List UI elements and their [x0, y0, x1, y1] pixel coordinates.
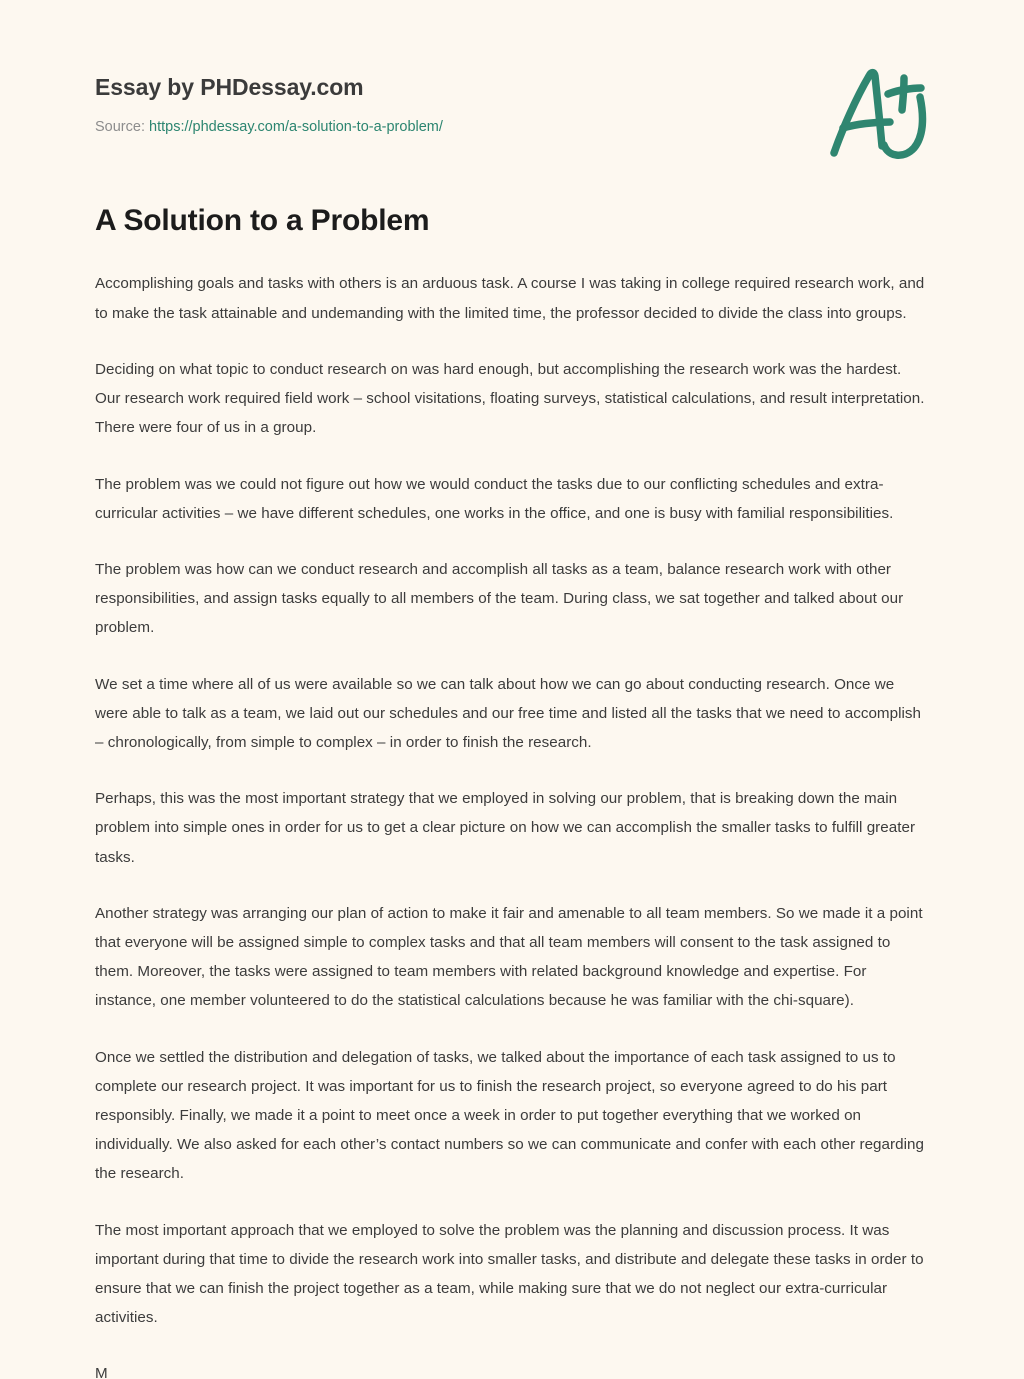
page-header — [95, 0, 929, 136]
paragraph: The most important approach that we employed to solve the problem was the planning and discussion process. It was important during that time to divide the research work into smaller tasks, and distribute and delegate these tasks in order to ensure that we can finish the project together as a team, while making sure that we do not neglect our extra-curricular activities. — [95, 1221, 924, 1327]
paragraph: The problem was how can we conduct research and accomplish all tasks as a team, balance research work with other responsibilities, and assign tasks equally to all members of the team. During class, we sat together and talked about our problem. — [95, 560, 904, 637]
paragraph: Another strategy was arranging our plan of action to make it fair and amenable to all team members. So we made it a point that everyone will be assigned simple to complex tasks and that all team members will consent to the task assigned to them. Moreover, the tasks were assigned to team members with related background knowledge and expertise. For instance, one member volunteered to do the statistical calculations because he was familiar with the chi-square). — [95, 904, 923, 1010]
source-line — [95, 119, 929, 136]
paragraph: Accomplishing goals and tasks with others is an arduous task. A course I was taking in college required research work, and to make the task attainable and undemanding with the limited time, the professor decided to divide the class into groups. — [95, 275, 925, 322]
paragraph: Perhaps, this was the most important strategy that we employed in solving our problem, that is breaking down the main problem into simple ones in order for us to get a clear picture on how we can accomplish the smaller tasks to fulfill greater tasks. — [95, 790, 916, 866]
paragraph: Once we settled the distribution and delegation of tasks, we talked about the importance of each task assigned to us to complete our research project. It was important for us to finish the research project, so everyone agreed to do his part responsibly. Finally, we made it a point to meet once a week in order to put together everything that we worked on individually. We also asked for each other’s contact numbers so we can communicate and confer with each other regarding the research. — [95, 1048, 924, 1183]
brand-title: Essay by PHDessay.com — [95, 74, 364, 100]
source-label: Source: — [95, 118, 145, 135]
paragraph: The problem was we could not figure out how we would conduct the tasks due to our conflicting schedules and extra-curricular activities – we have different schedules, one works in the office, and one is busy with familial responsibilities. — [95, 475, 894, 522]
source-url-link[interactable]: https://phdessay.com/a-solution-to-a-problem/ — [149, 118, 443, 135]
paragraph-truncated: M — [95, 1365, 108, 1379]
paragraph: We set a time where all of us were available so we can talk about how we can go about conducting research. Once we were able to talk as a team, we laid out our schedules and our free time and listed all the tasks that we need to accomplish – chronologically, from simple to complex – in order to finish the research. — [95, 675, 921, 751]
essay-body — [95, 239, 929, 1379]
paragraph: Deciding on what topic to conduct research on was hard enough, but accomplishing the research work was the hardest. Our research work required field work – school visitations, floating surveys, statistical calculations, and result interpretation. There were four of us in a group. — [95, 360, 925, 437]
page-title: A Solution to a Problem — [95, 203, 430, 237]
